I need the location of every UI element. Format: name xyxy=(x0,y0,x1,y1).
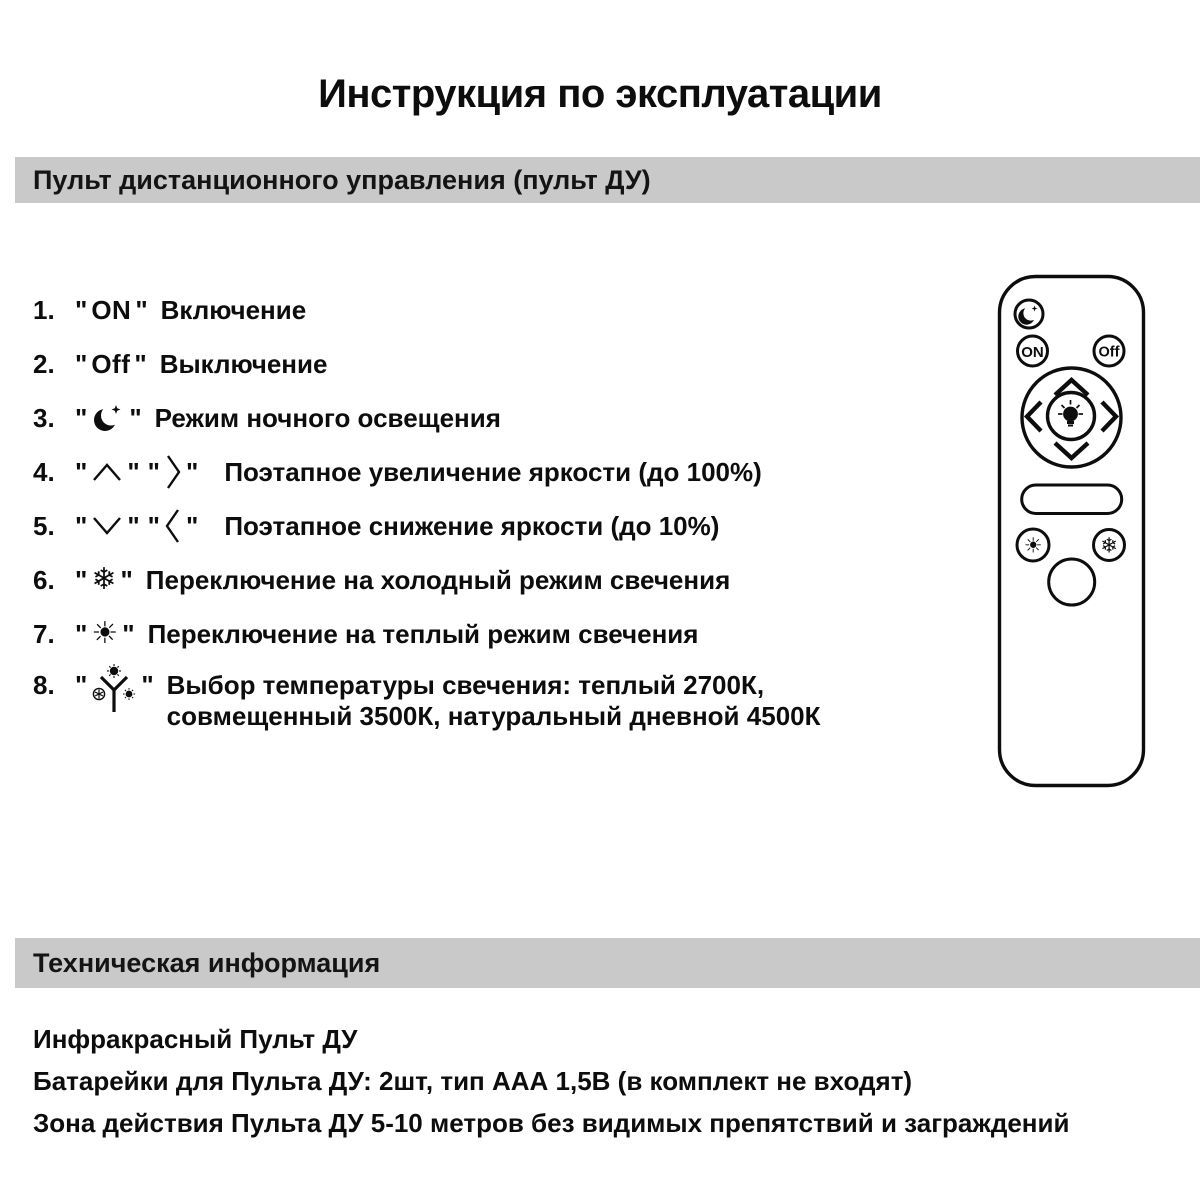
angle-right-icon xyxy=(164,453,182,491)
temperature-select-icon xyxy=(91,663,137,717)
off-key-label: Off xyxy=(91,348,131,379)
quote-mark: " xyxy=(122,618,135,649)
list-item-night-mode xyxy=(33,391,963,445)
list-item-temperature-select xyxy=(33,661,963,732)
snowflake-icon: ❄ xyxy=(1100,533,1118,558)
item-label: Включение xyxy=(160,294,307,325)
quote-mark: " xyxy=(120,564,133,595)
quote-mark: " xyxy=(75,618,88,649)
item-label: Поэтапное увеличение яркости (до 100%) xyxy=(224,456,762,487)
page-title: Инструкция по эксплуатации xyxy=(318,72,882,116)
tech-line-range: Зона действия Пульта ДУ 5-10 метров без видимых препятствий и заграждений xyxy=(33,1108,1070,1138)
quote-mark: " xyxy=(75,564,88,595)
quote-mark: " xyxy=(147,456,160,487)
angle-left-icon xyxy=(164,507,182,545)
quote-mark: " xyxy=(185,456,199,487)
list-item-off xyxy=(33,337,963,391)
item-label: Поэтапное снижение яркости (до 10%) xyxy=(224,510,720,541)
quote-mark: " xyxy=(75,670,88,700)
quote-mark: " xyxy=(127,456,140,487)
temp-top-sun xyxy=(107,664,121,678)
item-number: 5. xyxy=(33,510,55,541)
quote-mark: " xyxy=(75,402,88,433)
quote-mark: " xyxy=(75,294,88,325)
item-label: Переключение на холодный режим свечения xyxy=(145,564,731,595)
item-number: 7. xyxy=(33,618,55,649)
on-key-label: ON xyxy=(91,294,132,325)
quote-mark: " xyxy=(75,456,88,487)
quote-mark: " xyxy=(127,510,140,541)
item-label xyxy=(167,663,821,732)
item-number: 4. xyxy=(33,456,55,487)
temp-right-sun xyxy=(123,688,135,700)
section-header-tech-label: Техническая информация xyxy=(33,947,381,978)
quote-mark: " xyxy=(75,510,88,541)
item-number: 6. xyxy=(33,564,55,595)
item-number: 2. xyxy=(33,348,55,379)
chevron-down-icon xyxy=(91,515,123,537)
list-item-warm-mode xyxy=(33,607,963,661)
on-button-label: ON xyxy=(1021,344,1044,361)
quote-mark: " xyxy=(141,670,154,700)
item-label: Выключение xyxy=(159,348,328,379)
snowflake-icon: ❄ xyxy=(91,562,117,597)
item-label: Переключение на теплый режим свечения xyxy=(147,618,699,649)
sun-icon: ☀ xyxy=(1023,533,1043,558)
section-header-tech xyxy=(15,938,1200,988)
off-button-label: Off xyxy=(1098,344,1120,361)
list-item-cold-mode xyxy=(33,553,963,607)
tech-info xyxy=(33,1018,1069,1144)
moon-icon xyxy=(91,401,125,435)
quote-mark: " xyxy=(147,510,160,541)
tech-line-batteries: Батарейки для Пульта ДУ: 2шт, тип ААА 1,5В (в комплект не входят) xyxy=(33,1066,913,1096)
tech-line-remote-type: Инфракрасный Пульт ДУ xyxy=(33,1024,358,1054)
item-number: 3. xyxy=(33,402,55,433)
item-number: 1. xyxy=(33,294,55,325)
quote-mark: " xyxy=(134,348,147,379)
quote-mark: " xyxy=(185,510,199,541)
remote-control-illustration xyxy=(996,273,1147,789)
list-item-brightness-up xyxy=(33,445,963,499)
item-label-line2: совмещенный 3500К, натуральный дневной 4500К xyxy=(166,701,821,731)
quote-mark: " xyxy=(129,402,142,433)
quote-mark: " xyxy=(75,348,88,379)
item-label: Режим ночного освещения xyxy=(154,402,501,433)
temp-left-snowflake xyxy=(94,688,105,699)
remote-buttons-list xyxy=(33,283,963,732)
quote-mark: " xyxy=(135,294,148,325)
list-item-brightness-down xyxy=(33,499,963,553)
section-header-remote xyxy=(15,157,1200,203)
section-header-remote-label: Пульт дистанционного управления (пульт ДУ) xyxy=(33,164,651,195)
chevron-up-icon xyxy=(91,461,123,483)
item-label-line1: Выбор температуры свечения: теплый 2700К, xyxy=(166,670,765,700)
list-item-on xyxy=(33,283,963,337)
item-number: 8. xyxy=(33,670,55,700)
sun-icon: ☀ xyxy=(91,616,119,651)
